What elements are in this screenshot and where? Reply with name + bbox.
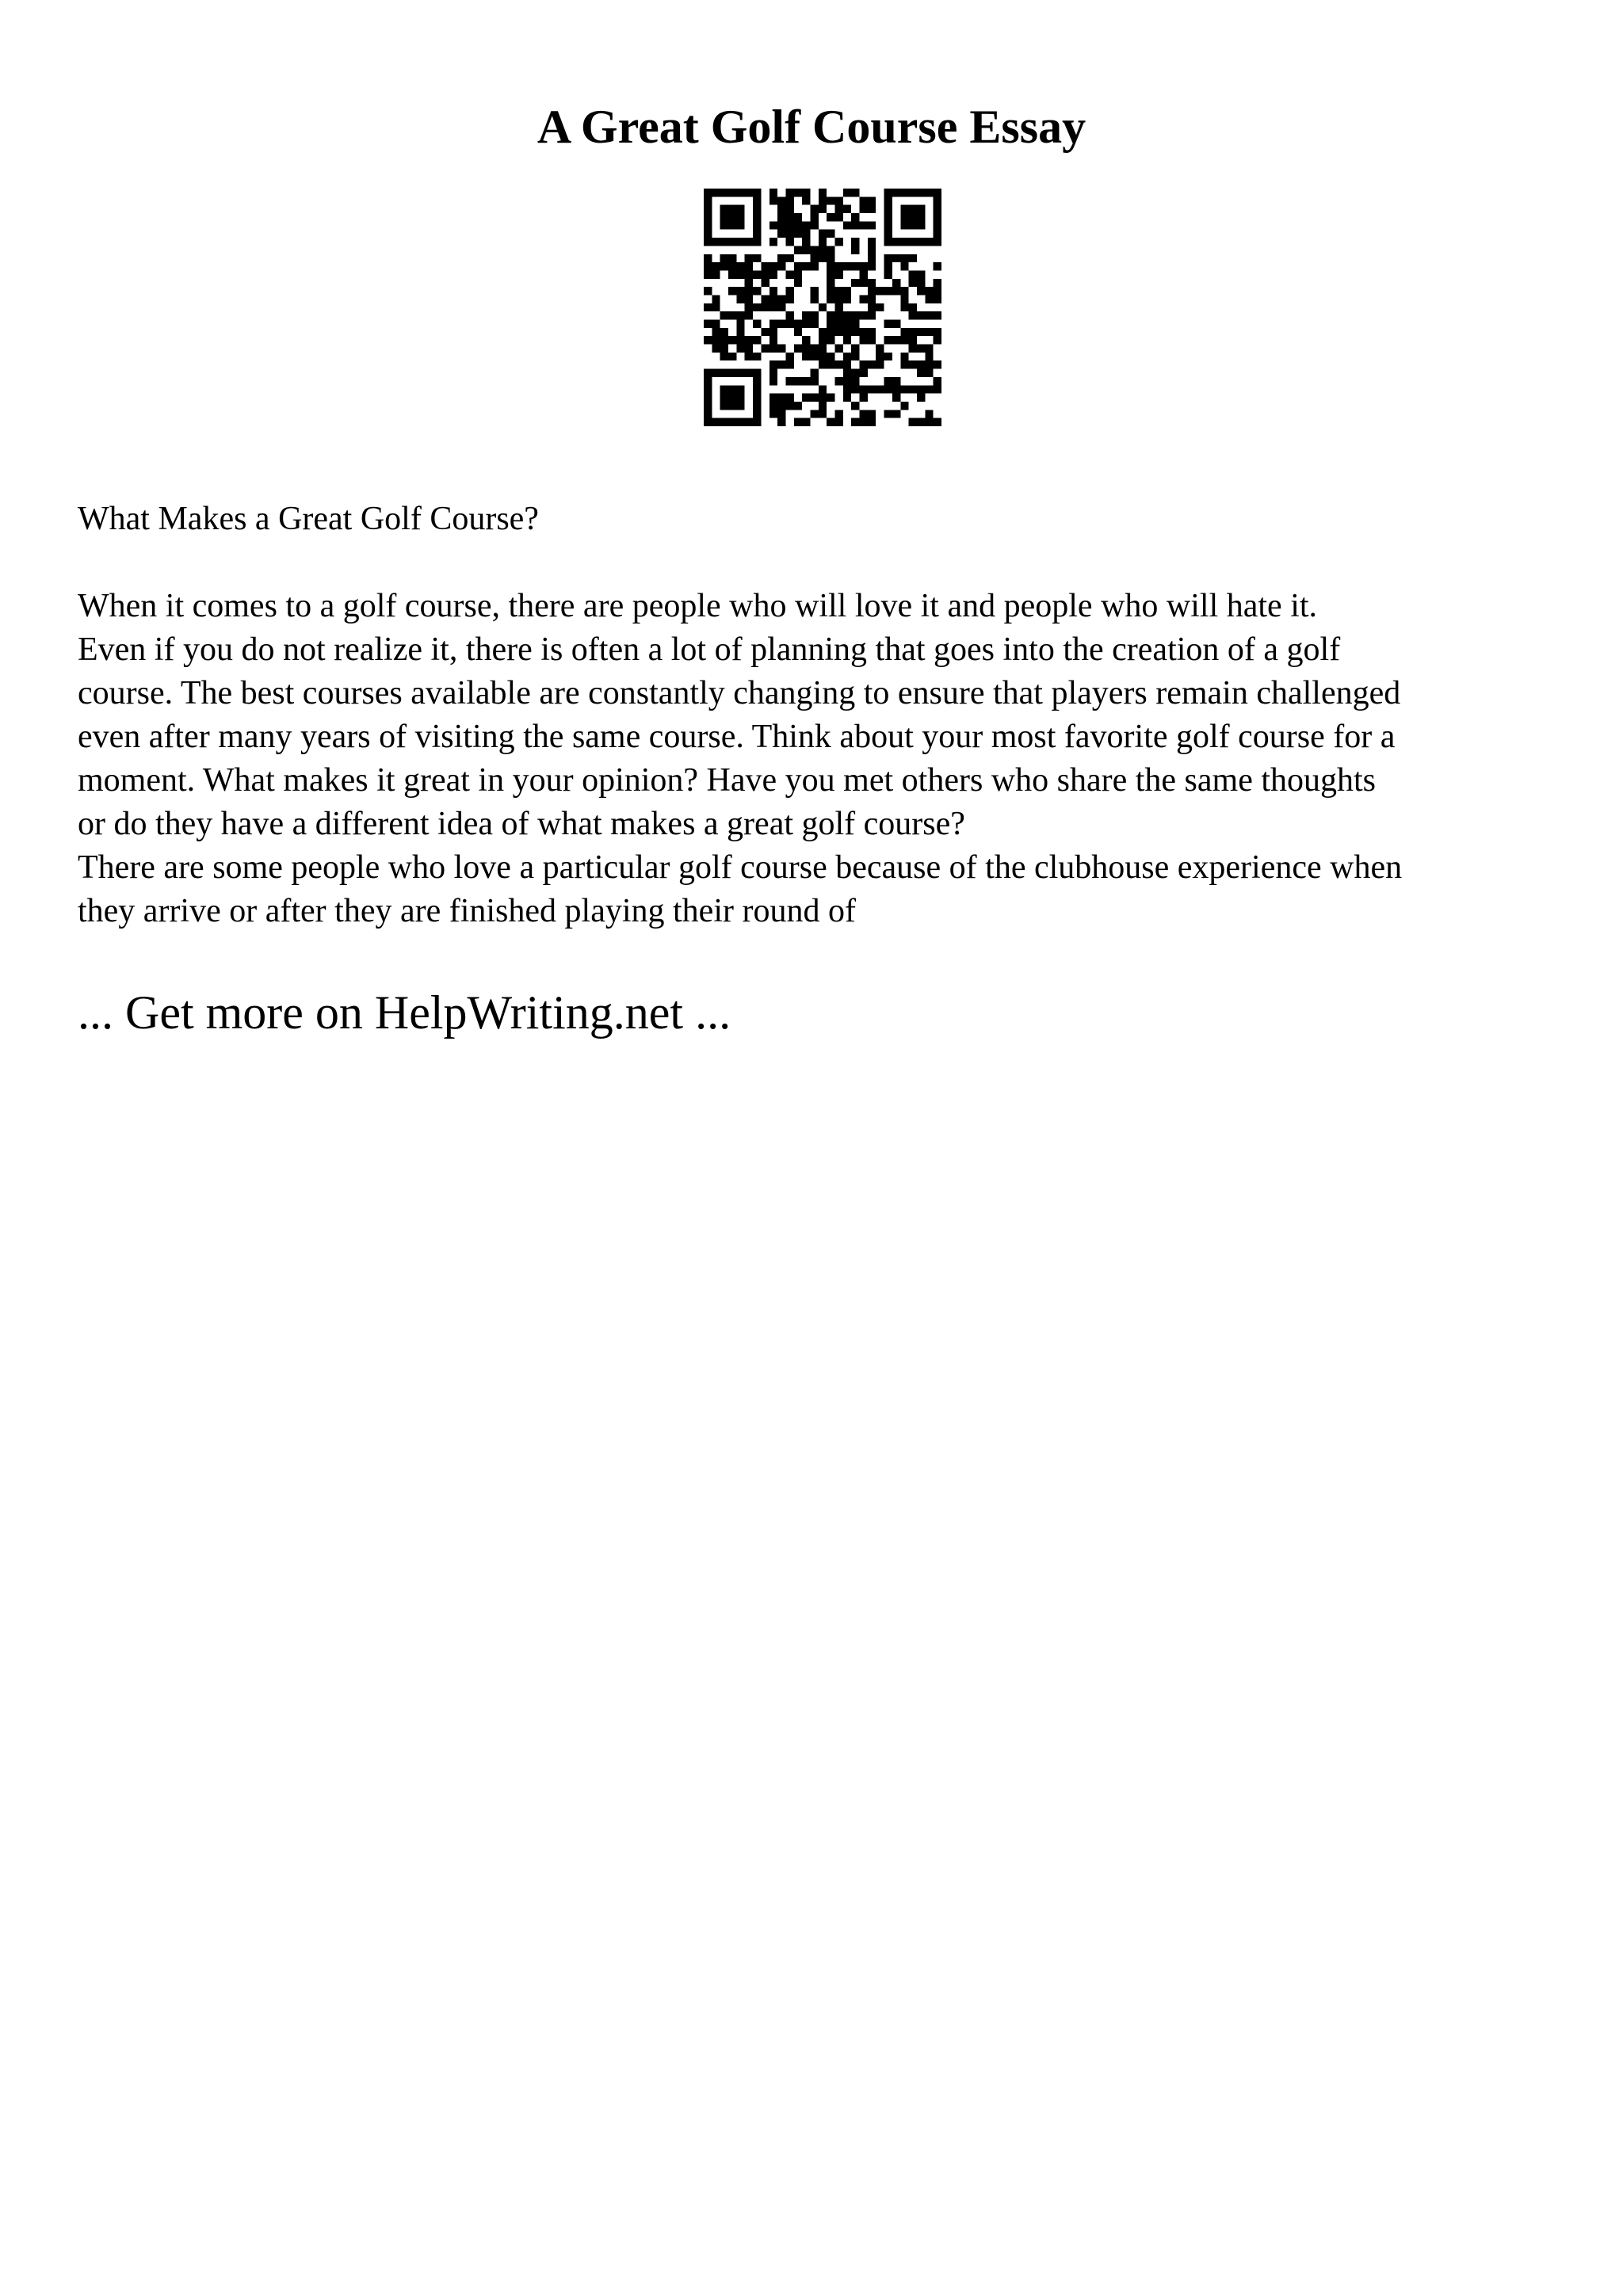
essay-line: or do they have a different idea of what makes a great golf course? (78, 806, 965, 842)
get-more-link[interactable]: ... Get more on HelpWriting.net ... (78, 986, 731, 1039)
essay-line: course. The best courses available are constantly changing to ensure that players remain challenged (78, 675, 1401, 711)
essay-line: There are some people who love a particular golf course because of the clubhouse experience when (78, 849, 1403, 886)
qr-code-icon (704, 189, 941, 426)
essay-subtitle: What Makes a Great Golf Course? (78, 501, 539, 537)
document-title: A Great Golf Course Essay (537, 101, 1086, 153)
essay-line: Even if you do not realize it, there is often a lot of planning that goes into the creation of a golf (78, 631, 1341, 668)
essay-line: moment. What makes it great in your opinion? Have you met others who share the same thoughts (78, 762, 1377, 799)
essay-line: they arrive or after they are finished playing their round of (78, 893, 856, 929)
paragraph-gap (78, 541, 1568, 585)
essay-line: When it comes to a golf course, there are people who will love it and people who will hate it. (78, 588, 1318, 624)
essay-body (78, 498, 1568, 933)
essay-line: even after many years of visiting the same course. Think about your most favorite golf course for a (78, 719, 1396, 755)
